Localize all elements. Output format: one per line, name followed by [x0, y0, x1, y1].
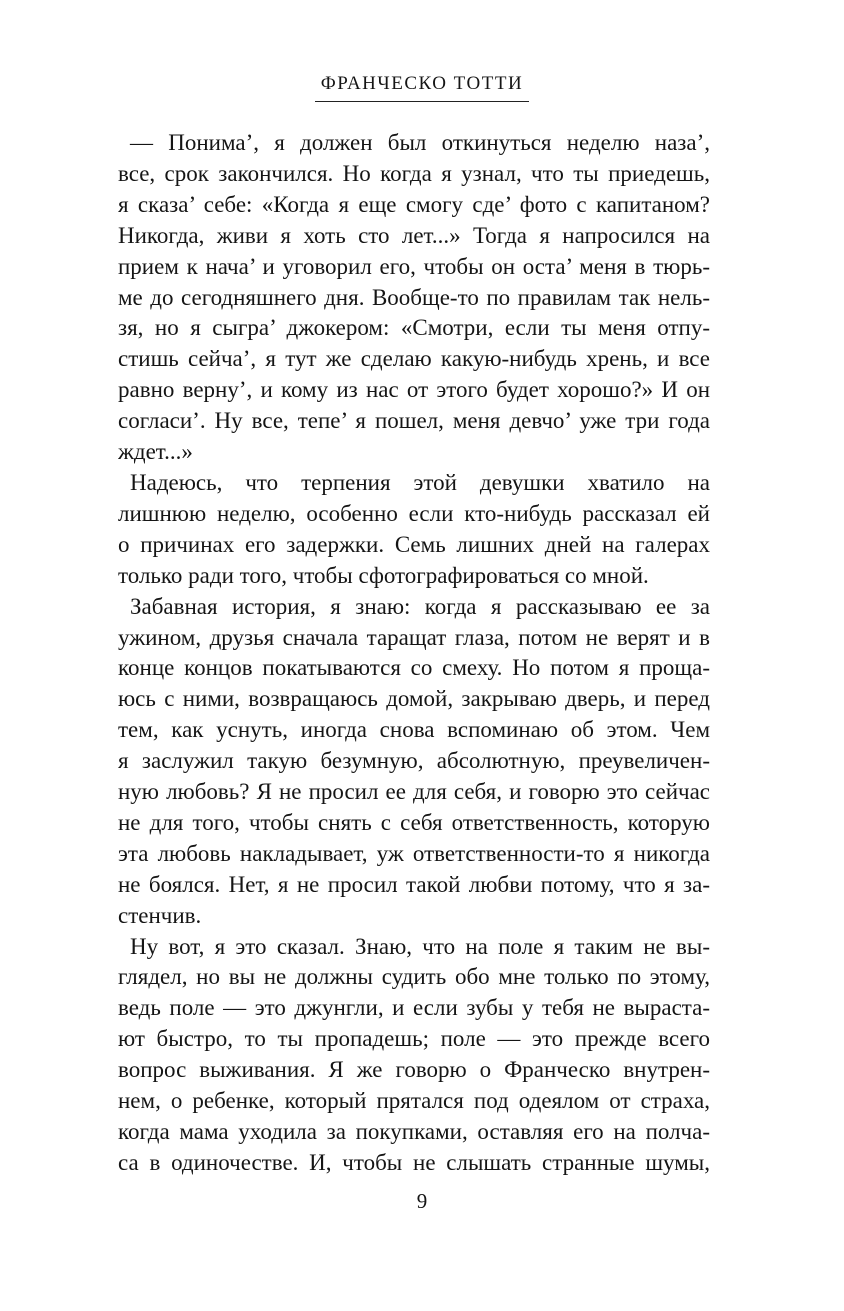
text-line: Забавная история, я знаю: когда я рассказываю ее за: [130, 593, 710, 619]
text-line: конце концов покатываются со смеху. Но потом я проща-: [118, 655, 710, 681]
text-line: только ради того, чтобы сфотографироваться со мной.: [118, 562, 649, 588]
text-line: о причинах его задержки. Семь лишних дней на галерах: [118, 531, 710, 557]
text-line: вопрос выживания. Я же говорю о Франческо внутрен-: [118, 1057, 710, 1083]
text-line: зя, но я сыгра’ джокером: «Смотри, если ты меня отпу-: [118, 315, 710, 341]
text-line: са в одиночестве. И, чтобы не слышать странные шумы,: [118, 1149, 710, 1175]
text-line: Никогда, живи я хоть сто лет...» Тогда я напросился на: [118, 222, 710, 248]
text-line: я сказа’ себе: «Когда я еще смогу сде’ фото с капитаном?: [118, 191, 710, 217]
text-line: не для того, чтобы снять с себя ответственность, которую: [118, 809, 710, 835]
page-number: 9: [416, 1189, 428, 1213]
paragraph: [118, 932, 710, 1179]
text-line: прием к нача’ и уговорил его, чтобы он оста’ меня в тюрь-: [118, 253, 710, 279]
running-head-title: ФРАНЧЕСКО ТОТТИ: [315, 71, 529, 102]
text-line: тем, как уснуть, иногда снова вспоминаю об этом. Чем: [118, 717, 710, 743]
text-line: равно верну’, и кому из нас от этого будет хорошо?» И он: [118, 377, 710, 403]
paragraph: [118, 592, 710, 932]
text-line: юсь с ними, возвращаюсь домой, закрываю дверь, и перед: [118, 686, 710, 712]
text-line: Ну вот, я это сказал. Знаю, что на поле я таким не вы-: [130, 933, 710, 959]
text-line: ме до сегодняшнего дня. Вообще-то по правилам так нель-: [118, 284, 710, 310]
text-line: стенчив.: [118, 902, 202, 928]
text-line: ждет...»: [118, 439, 193, 465]
text-line: глядел, но вы не должны судить обо мне только по этому,: [118, 964, 710, 990]
text-line: ют быстро, то ты пропадешь; поле — это прежде всего: [118, 1026, 710, 1052]
body-text: [118, 128, 710, 1179]
text-line: лишнюю неделю, особенно если кто-нибудь рассказал ей: [118, 500, 710, 526]
text-line: все, срок закончился. Но когда я узнал, что ты приедешь,: [118, 160, 710, 186]
text-line: ведь поле — это джунгли, и если зубы у тебя не выраста-: [118, 995, 710, 1021]
text-line: не боялся. Нет, я не просил такой любви потому, что я за-: [118, 871, 710, 897]
text-line: Надеюсь, что терпения этой девушки хватило на: [130, 469, 710, 495]
text-line: стишь сейча’, я тут же сделаю какую-нибудь хрень, и все: [118, 346, 710, 372]
text-line: ную любовь? Я не просил ее для себя, и говорю это сейчас: [118, 779, 710, 805]
text-line: ужином, друзья сначала таращат глаза, потом не верят и в: [118, 624, 710, 650]
text-line: когда мама уходила за покупками, оставляя его на полча-: [118, 1119, 710, 1144]
text-line: — Понима’, я должен был откинуться неделю наза’,: [130, 130, 710, 155]
text-line: эта любовь накладывает, уж ответственности-то я никогда: [118, 840, 710, 866]
text-line: нем, о ребенке, который прятался под одеялом от страха,: [118, 1088, 710, 1114]
running-head: [0, 71, 844, 102]
paragraph: [118, 128, 710, 468]
paragraph: [118, 468, 710, 592]
text-line: согласи’. Ну все, тепе’ я пошел, меня девчо’ уже три года: [118, 408, 710, 434]
text-line: я заслужил такую безумную, абсолютную, преувеличен-: [118, 748, 710, 774]
